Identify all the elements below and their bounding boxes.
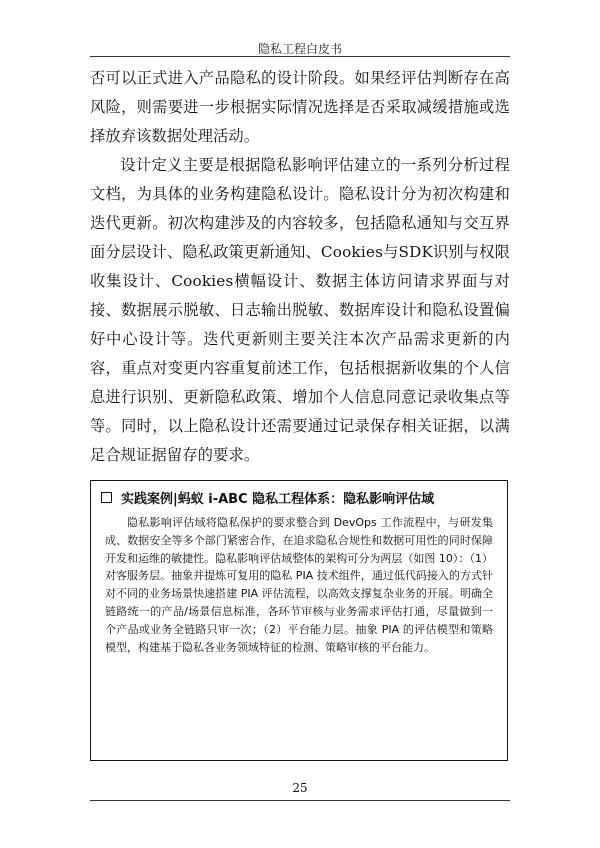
case-study-title xyxy=(101,488,434,507)
checkbox-bullet-icon xyxy=(101,492,112,503)
paragraph: 否可以正式进入产品隐私的设计阶段。如果经评估判断存在高风险，则需要进一步根据实际情况选择是否采取减缓措施或选择放弃该数据处理活动。 xyxy=(90,69,510,145)
case-study-box xyxy=(90,480,508,761)
paragraph: 设计定义主要是根据隐私影响评估建立的一系列分析过程文档，为具体的业务构建隐私设计。隐私设计分为初次构建和迭代更新。初次构建涉及的内容较多，包括隐私通知与交互界面分层设计、隐私政策更新通知、Cookies与SDK识别与权限收集设计、Cookies横幅设计、数据主体访问请求界面与对接、数据展示脱敏、日志输出脱敏、数据库设计和隐私设置偏好中心设计等。迭代更新则主要关注本次产品需求更新的内容，重点对变更内容重复前述工作，包括根据新收集的个人信息进行识别、更新隐私政策、增加个人信息同意记录收集点等等。同时，以上隐私设计还需要通过记录保存相关证据，以满足合规证据留存的要求。 xyxy=(90,156,510,464)
header-divider xyxy=(90,56,510,57)
running-header: 隐私工程白皮书 xyxy=(257,42,342,56)
body-text xyxy=(90,64,510,470)
page-number: 25 xyxy=(292,781,308,795)
footer-divider xyxy=(90,800,510,801)
case-study-title-text: 实践案例|蚂蚁 i-ABC 隐私工程体系：隐私影响评估域 xyxy=(121,492,435,507)
case-study-text: 隐私影响评估域将隐私保护的要求整合到 DevOps 工作流程中，与研发集成、数据安全等多个部门紧密合作，在追求隐私合规性和数据可用性的同时保障开发和运维的敏捷性。隐私影响评估域整体的架构可分为两层（如图 10）：（1）对客服务层。抽象并提炼可复用的隐私 PIA 技术组件，通过低代码接入的方式针对不同的业务场景快速搭建 PIA 评估流程，以高效支撑复杂业务的开展。明确全链路统一的产品/场景信息标准，各环节审核与业务需求评估打通，尽量做到一个产品或业务全链路只审一次；（2）平台能力层。抽象 PIA 的评估模型和策略模型，构建基于隐私各业务领域特征的检测、策略审核的平台能力。 xyxy=(105,516,493,654)
